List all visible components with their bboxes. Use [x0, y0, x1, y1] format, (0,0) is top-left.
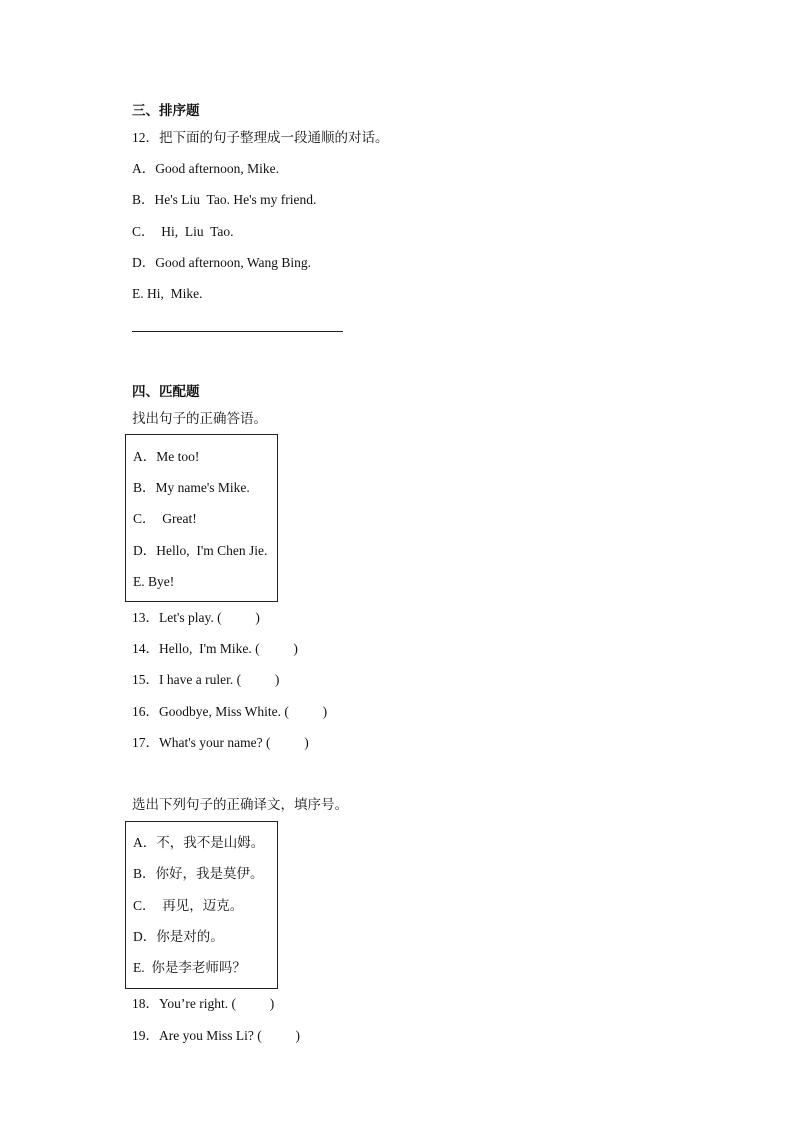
box1-option-b: B．My name's Mike.	[133, 480, 250, 495]
box1-option-a: A．Me too!	[133, 449, 200, 464]
question-13: 13．Let's play. ( )	[132, 610, 260, 625]
question-14: 14．Hello, I'm Mike. ( )	[132, 641, 298, 656]
instruction-1: 找出句子的正确答语。	[132, 411, 267, 426]
option-c: C． Hi, Liu Tao.	[132, 224, 234, 239]
question-18: 18．You’re right. ( )	[132, 996, 275, 1011]
box1-option-c: C． Great!	[133, 511, 197, 526]
box2-option-a: A．不，我不是山姆。	[133, 835, 265, 850]
answer-blank-line[interactable]	[132, 331, 343, 332]
question-16: 16．Goodbye, Miss White. ( )	[132, 704, 328, 719]
box2-option-b: B．你好，我是莫伊。	[133, 866, 264, 881]
question-12: 12．把下面的句子整理成一段通顺的对话。	[132, 130, 389, 145]
option-a: A．Good afternoon, Mike.	[132, 161, 279, 176]
option-e: E. Hi, Mike.	[132, 286, 203, 301]
section-4-heading: 四、匹配题	[132, 384, 200, 399]
instruction-2: 选出下列句子的正确译文，填序号。	[132, 797, 348, 812]
answer-choices-box-2	[125, 821, 278, 989]
answer-choices-box-1	[125, 434, 278, 602]
question-17: 17．What's your name? ( )	[132, 735, 309, 750]
section-3-heading: 三、排序题	[132, 103, 200, 118]
option-b: B．He's Liu Tao. He's my friend.	[132, 192, 317, 207]
box1-option-e: E. Bye!	[133, 574, 175, 589]
box2-option-e: E. 你是李老师吗？	[133, 960, 246, 975]
question-19: 19．Are you Miss Li? ( )	[132, 1028, 300, 1043]
box1-option-d: D．Hello, I'm Chen Jie.	[133, 543, 268, 558]
question-15: 15．I have a ruler. ( )	[132, 672, 280, 687]
option-d: D．Good afternoon, Wang Bing.	[132, 255, 312, 270]
box2-option-c: C． 再见，迈克。	[133, 898, 244, 913]
box2-option-d: D．你是对的。	[133, 929, 224, 944]
